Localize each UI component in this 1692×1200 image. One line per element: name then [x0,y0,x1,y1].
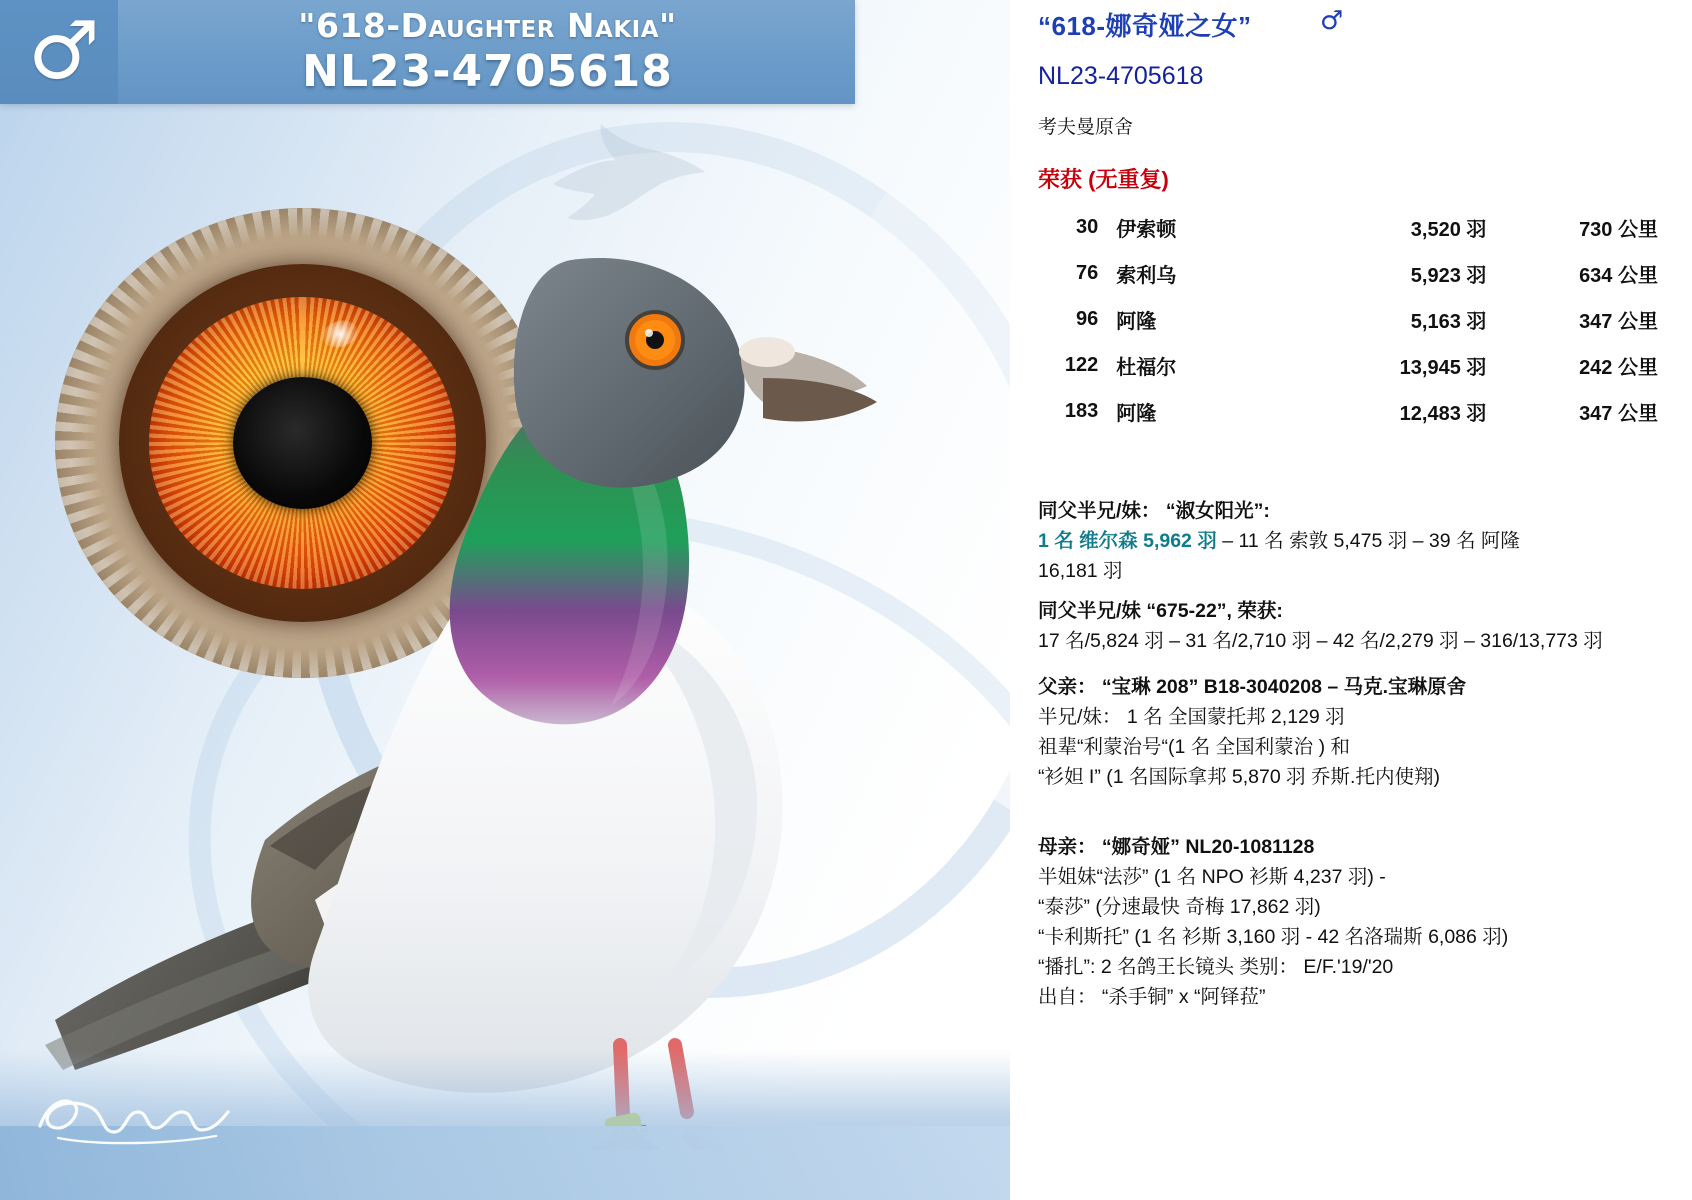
title-banner [0,0,855,104]
half-sibling-1-top-result: 1 名 维尔森 5,962 羽 [1038,530,1217,552]
sire-heading: 父亲： “宝琳 208” B18-3040208 – 马克.宝琳原舍 [1038,676,1467,698]
prize-rank: 183 [1064,400,1099,422]
male-symbol-icon: ♂ [28,4,100,97]
prize-rank: 76 [1075,262,1099,284]
half-sibling-1-results-line2: 16,181 羽 [1038,560,1123,582]
prize-race: 阿隆 [1116,403,1157,425]
prize-distance: 634 公里 [1579,265,1658,287]
dam-line-2: “泰莎” (分速最快 奇梅 17,862 羽) [1038,896,1321,918]
half-sibling-1-block [1038,496,1678,586]
prize-race: 索利乌 [1116,265,1177,287]
prize-birds: 12,483 羽 [1399,403,1487,425]
prize-race: 杜福尔 [1116,357,1177,379]
prize-race: 伊索顿 [1116,219,1177,241]
half-sibling-2-results: 17 名/5,824 羽 – 31 名/2,710 羽 – 42 名/2,279 羽 – 316/13,773 羽 [1038,630,1603,652]
prizes-heading: 荣获 (无重复) [1038,167,1169,192]
prizes-table [1038,205,1658,435]
prize-distance: 347 公里 [1579,403,1658,425]
signature-mark [30,1082,240,1152]
pigeon-photo [15,140,975,1150]
sire-line-2: 祖辈“利蒙治号“(1 名 全国利蒙治 ) 和 [1038,736,1350,758]
prize-race: 阿隆 [1116,311,1157,333]
pigeon-name-cn: “618-娜奇娅之女” [1038,11,1252,41]
loft-name: 考夫曼原舍 [1038,117,1134,138]
table-row [1038,251,1658,297]
prize-rank: 96 [1075,308,1099,330]
sire-line-1: 半兄/妹： 1 名 全国蒙托邦 2,129 羽 [1038,706,1345,728]
half-sibling-1-rest: – 11 名 索敦 5,475 羽 – 39 名 阿隆 [1216,530,1520,552]
prize-distance: 347 公里 [1579,311,1658,333]
prize-rank: 122 [1064,354,1099,376]
info-panel [1010,0,1692,1200]
prize-rank: 30 [1075,216,1099,238]
dam-line-5: 出自： “杀手铜” x “阿铎菈” [1038,986,1266,1008]
ring-number-right: NL23-4705618 [1038,62,1204,90]
half-sibling-2-block [1038,596,1678,656]
prize-birds: 5,923 羽 [1410,265,1487,287]
prize-distance: 730 公里 [1579,219,1658,241]
prize-birds: 3,520 羽 [1410,219,1487,241]
dam-block [1038,832,1678,1012]
dam-line-1: 半姐妹“法莎” (1 名 NPO 衫斯 4,237 羽) - [1038,866,1386,888]
dam-line-3: “卡利斯托” (1 名 衫斯 3,160 羽 - 42 名洛瑞斯 6,086 羽) [1038,926,1509,948]
prize-distance: 242 公里 [1579,357,1658,379]
table-row [1038,205,1658,251]
dam-heading: 母亲： “娜奇娅” NL20-1081128 [1038,836,1315,858]
table-row [1038,343,1658,389]
dam-line-4: “播扎”: 2 名鸽王长镜头 类别： E/F.'19/'20 [1038,956,1394,978]
prize-birds: 13,945 羽 [1399,357,1487,379]
sire-block [1038,672,1678,792]
half-sibling-1-results-line1 [1038,526,1678,556]
table-row [1038,389,1658,435]
half-sibling-2-heading: 同父半兄/妹 “675-22”, 荣获: [1038,600,1283,622]
male-symbol-icon-right: ♂ [1320,6,1344,36]
sire-line-3: “衫妲 I” (1 名国际拿邦 5,870 羽 乔斯.托内使翔) [1038,766,1440,788]
pigeon-name-en: "618-Daughter Nakia" [298,6,677,45]
half-sibling-1-heading: 同父半兄/妹： “淑女阳光”: [1038,500,1270,522]
table-row [1038,297,1658,343]
prize-birds: 5,163 羽 [1410,311,1487,333]
pigeon-ring-number: NL23-4705618 [302,46,673,97]
